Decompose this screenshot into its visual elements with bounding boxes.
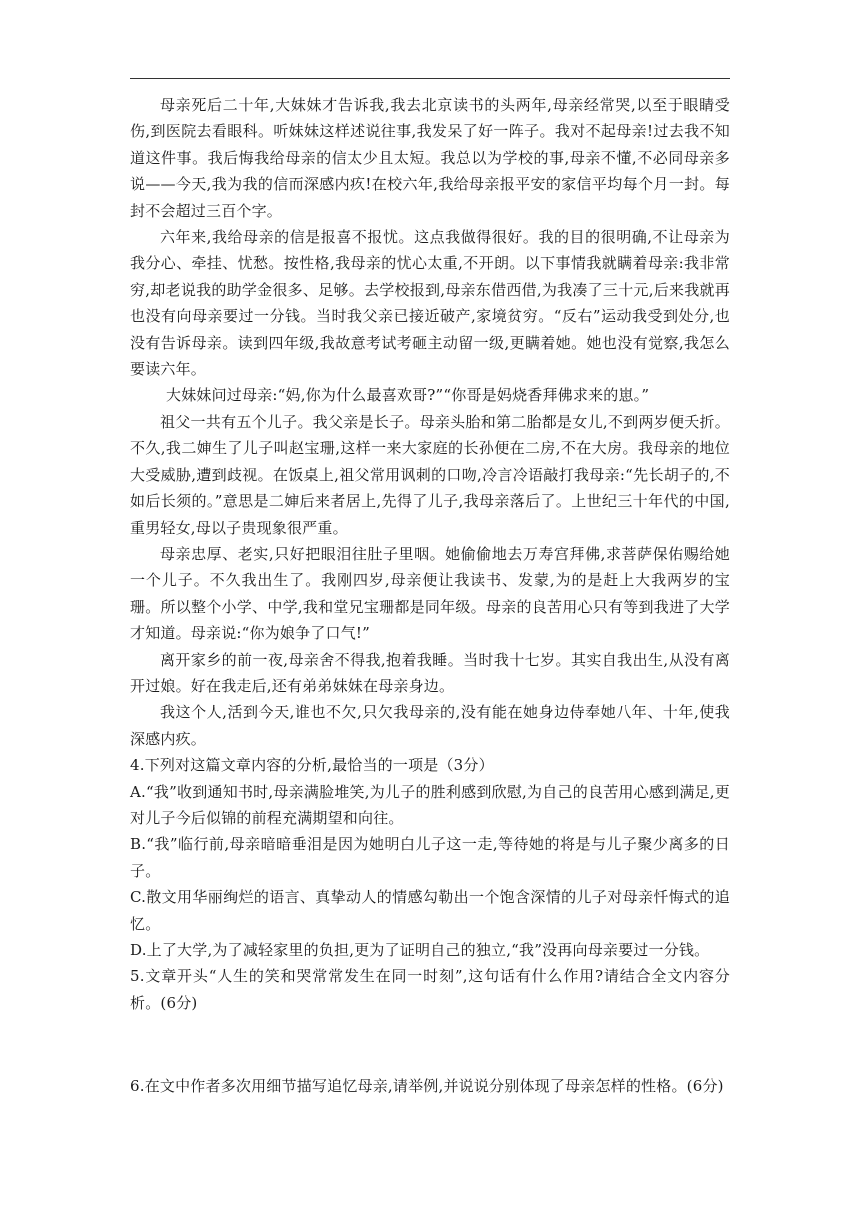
question-5-answer-space bbox=[130, 1016, 730, 1073]
question-4-option-c: C.散文用华丽绚烂的语言、真挚动人的情感勾勒出一个饱含深情的儿子对母亲忏悔式的追忆。 bbox=[130, 888, 730, 933]
question-4-option-a: A.“我”收到通知书时,母亲满脸堆笑,为儿子的胜利感到欣慰,为自己的良苦用心感到满足,更对儿子今后似锦的前程充满期望和向往。 bbox=[130, 782, 730, 827]
article-paragraph-7: 我这个人,活到今天,谁也不欠,只欠我母亲的,没有能在她身边侍奉她八年、十年,使我深感内疚。 bbox=[130, 703, 730, 748]
article-paragraph-3: 大妹妹问过母亲:“妈,你为什么最喜欢哥?”“你哥是妈烧香拜佛求来的崽。” bbox=[166, 386, 650, 405]
question-5-stem: 5.文章开头“人生的笑和哭常常发生在同一时刻”,这句话有什么作用?请结合全文内容分析。(6分) bbox=[130, 967, 730, 1012]
article-paragraph-5: 母亲忠厚、老实,只好把眼泪往肚子里咽。她偷偷地去万寿宫拜佛,求菩萨保佑赐给她一个儿子。不久我出生了。我刚四岁,母亲便让我读书、发蒙,为的是赶上大我两岁的宝珊。所以整个小学、中学,我和堂兄宝珊都是同年级。母亲的良苦用心只有等到我进了大学才知道。母亲说:“你为娘争了口气!” bbox=[130, 544, 730, 643]
document-body bbox=[130, 92, 730, 1100]
article-paragraph-1: 母亲死后二十年,大妹妹才告诉我,我去北京读书的头两年,母亲经常哭,以至于眼睛受伤,到医院去看眼科。听妹妹这样述说往事,我发呆了好一阵子。我对不起母亲!过去我不知道这件事。我后悔我给母亲的信太少且太短。我总以为学校的事,母亲不懂,不必同母亲多说——今天,我为我的信而深感内疚!在校六年,我给母亲报平安的家信平均每个月一封。每封不会超过三百个字。 bbox=[130, 96, 730, 220]
question-4-stem: 4.下列对这篇文章内容的分析,最恰当的一项是（3分） bbox=[130, 756, 494, 775]
article-paragraph-6: 离开家乡的前一夜,母亲舍不得我,抱着我睡。当时我十七岁。其实自我出生,从没有离开过娘。好在我走后,还有弟弟妹妹在母亲身边。 bbox=[130, 650, 730, 695]
article-paragraph-4: 祖父一共有五个儿子。我父亲是长子。母亲头胎和第二胎都是女儿,不到两岁便夭折。不久,我二婶生了儿子叫赵宝珊,这样一来大家庭的长孙便在二房,不在大房。我母亲的地位大受威胁,遭到歧视。在饭桌上,祖父常用讽刺的口吻,冷言冷语敲打我母亲:“先长胡子的,不如后长须的。”意思是二婶后来者居上,先得了儿子,我母亲落后了。上世纪三十年代的中国,重男轻女,母以子贵现象很严重。 bbox=[130, 412, 730, 537]
article-paragraph-2: 六年来,我给母亲的信是报喜不报忧。这点我做得很好。我的目的很明确,不让母亲为我分心、牵挂、忧愁。按性格,我母亲的忧心太重,不开朗。以下事情我就瞒着母亲:我非常穷,却老说我的助学金很多、足够。去学校报到,母亲东借西借,为我凑了三十元,后来我就再也没有向母亲要过一分钱。当时我父亲已接近破产,家境贫穷。“反右”运动我受到处分,也没有告诉母亲。读到四年级,我故意考试考砸主动留一级,更瞒着她。她也没有觉察,我怎么要读六年。 bbox=[130, 228, 730, 379]
question-4-option-d: D.上了大学,为了减轻家里的负担,更为了证明自己的独立,“我”没再向母亲要过一分钱。 bbox=[130, 941, 710, 959]
question-6-stem: 6.在文中作者多次用细节描写追忆母亲,请举例,并说说分别体现了母亲怎样的性格。(6分) bbox=[130, 1077, 724, 1096]
question-4-option-b: B.“我”临行前,母亲暗暗垂泪是因为她明白儿子这一走,等待她的将是与儿子聚少离多的日子。 bbox=[130, 835, 730, 880]
header-rule bbox=[130, 78, 730, 79]
